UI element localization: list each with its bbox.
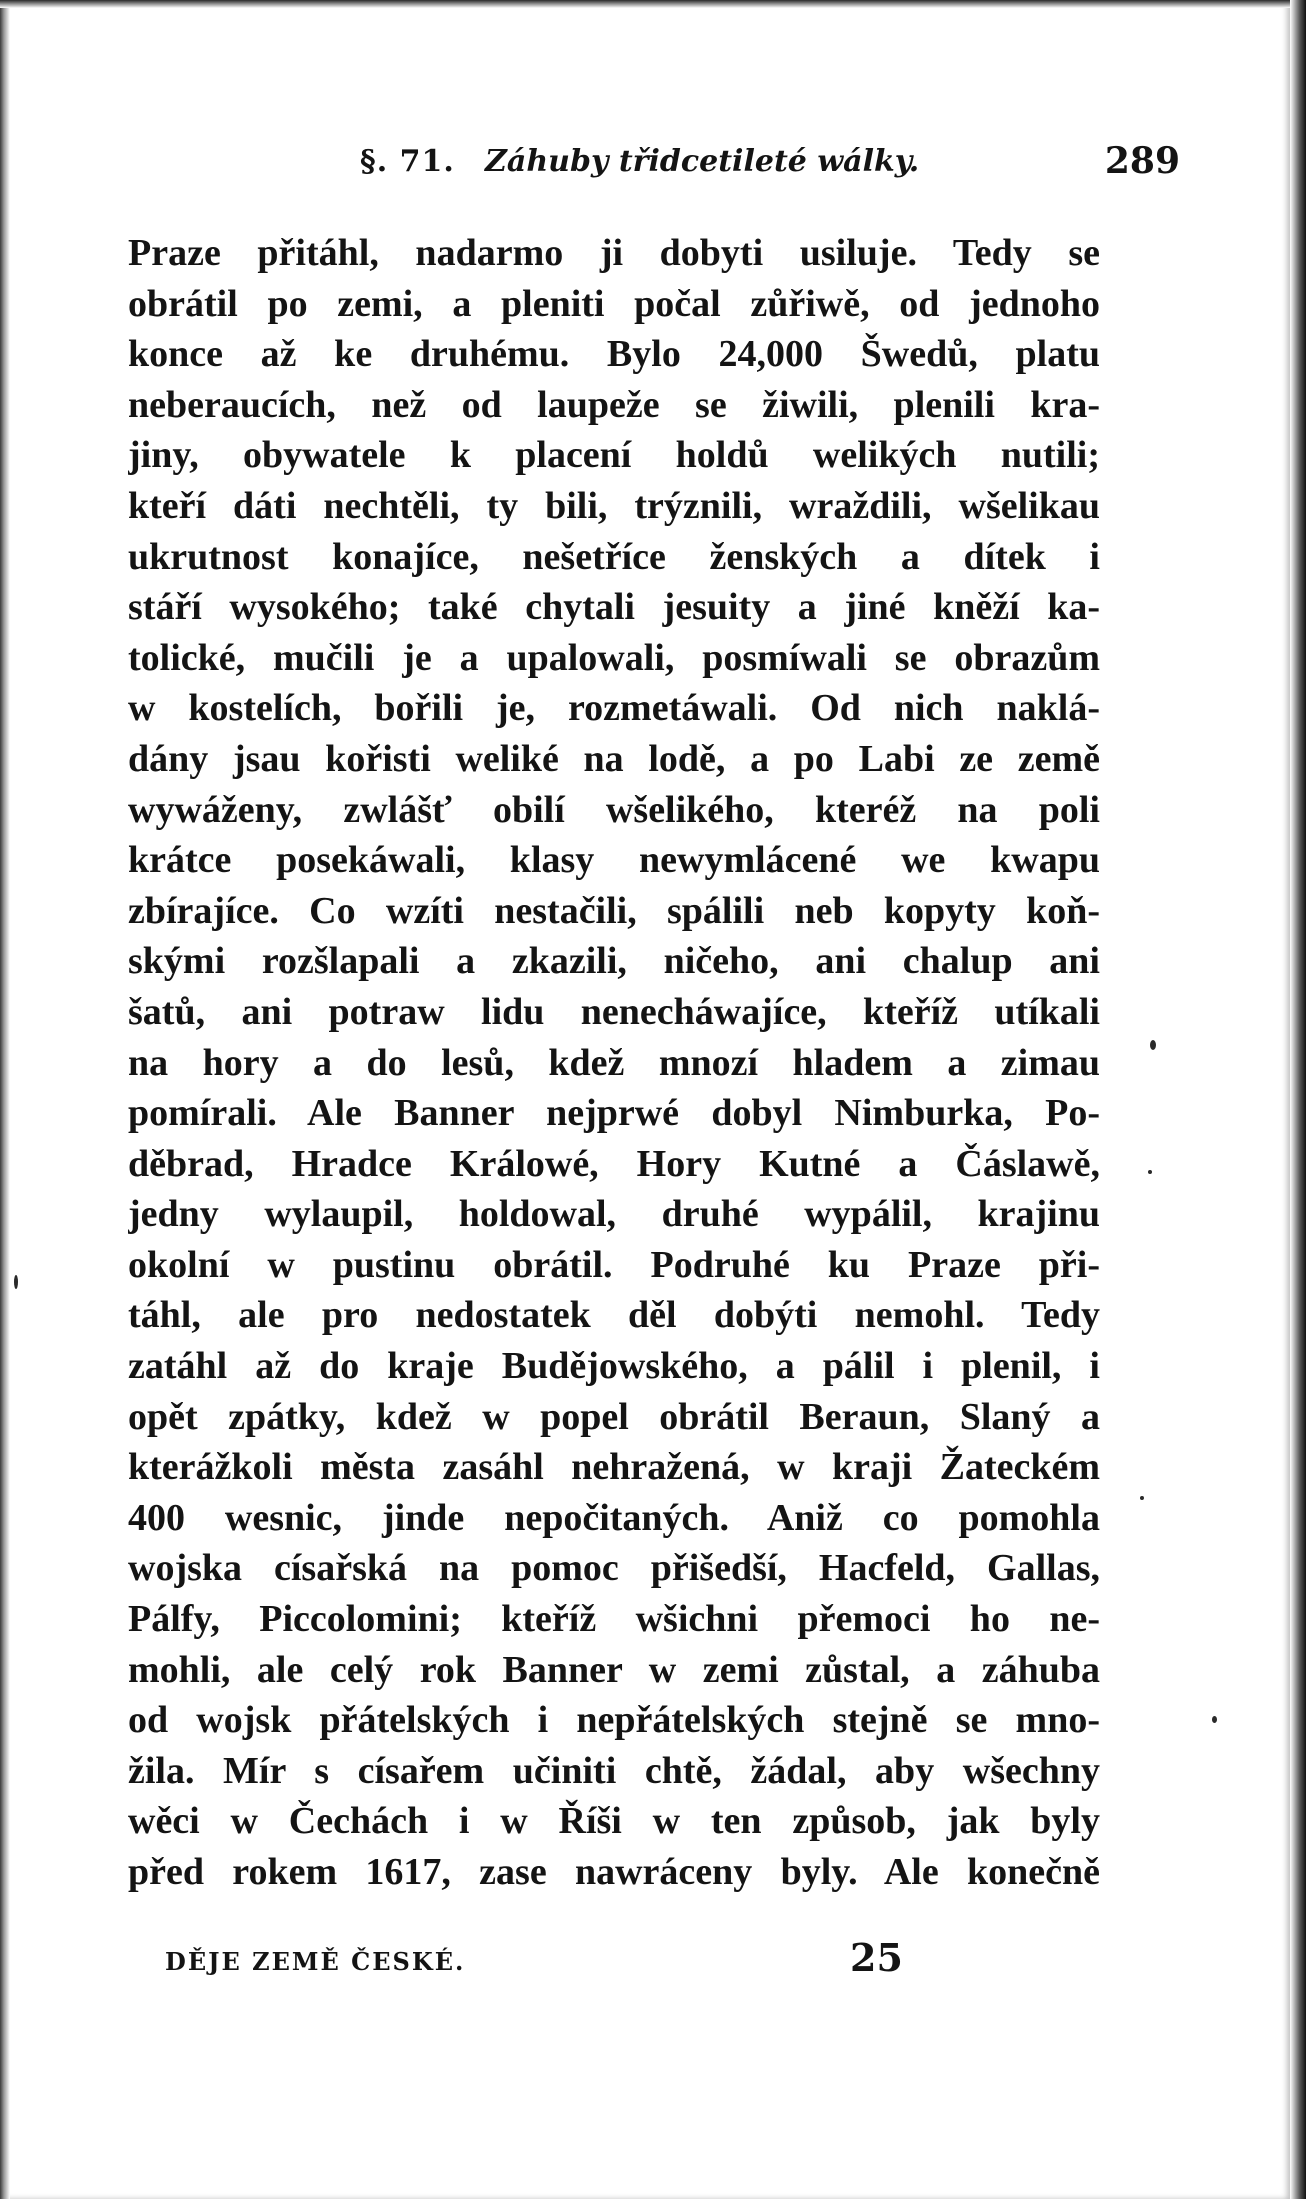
page-number: 289 [1104, 140, 1180, 182]
text-line: stáří wysokého; také chytali jesuity a jiné kněží ka- [128, 586, 1100, 629]
text-line: opět zpátky, kdež w popel obrátil Beraun, Slaný a [128, 1395, 1100, 1438]
text-line: zatáhl až do kraje Budějowského, a pálil i plenil, i [128, 1345, 1100, 1388]
page-left-shadow [0, 0, 10, 2199]
text-line: od wojsk přátelských i nepřátelských stejně se mno- [128, 1699, 1100, 1742]
text-line: tolické, mučili je a upalowali, posmíwali se obrazům [128, 636, 1100, 679]
text-line: skými rozšlapali a zkazili, ničeho, ani chalup ani [128, 940, 1100, 983]
text-line: Praze přitáhl, nadarmo ji dobyti usiluje. Tedy se [128, 232, 1100, 274]
text-line: žila. Mír s císařem učiniti chtě, žádal, aby wšechny [128, 1749, 1100, 1792]
text-line: šatů, ani potraw lidu nenecháwajíce, kteříž utíkali [128, 990, 1100, 1033]
signature-number: 25 [850, 1935, 903, 1980]
text-line: konce až ke druhému. Bylo 24,000 Šwedů, platu [128, 333, 1100, 376]
text-line: neberaucích, než od laupeže se žiwili, plenili kra- [128, 383, 1100, 426]
ink-speck [1150, 1040, 1156, 1050]
page-top-shadow [0, 0, 1306, 8]
text-line: okolní w pustinu obrátil. Podruhé ku Praze při- [128, 1243, 1100, 1286]
body-text [128, 228, 1100, 1898]
text-line: jiny, obywatele k placení holdů welikých nutili; [128, 434, 1100, 477]
text-line: obrátil po zemi, a pleniti počal zůřiwě, od jednoho [128, 282, 1100, 325]
text-line: pomírali. Ale Banner nejprwé dobyl Nimburka, Po- [128, 1092, 1100, 1135]
text-line: ukrutnost konajíce, nešetříce ženských a dítek i [128, 535, 1100, 578]
text-line: krátce posekáwali, klasy newymlácené we kwapu [128, 839, 1100, 882]
text-line: děbrad, Hradce Králowé, Hory Kutné a Čáslawě, [128, 1142, 1100, 1185]
ink-speck [1212, 1716, 1217, 1723]
text-line: dány jsau kořisti weliké na lodě, a po Labi ze země [128, 737, 1100, 780]
running-header [360, 140, 1180, 190]
text-line: wěci w Čechách i w Říši w ten způsob, jak byly [128, 1800, 1100, 1843]
signature-mark: DĚJE ZEMĚ ČESKÉ. [165, 1947, 466, 1976]
text-line: před rokem 1617, zase nawráceny byly. Ale konečně [128, 1851, 1100, 1893]
text-line: na hory a do lesů, kdež mnozí hladem a zimau [128, 1041, 1100, 1084]
ink-speck [14, 1275, 18, 1289]
text-line: Pálfy, Piccolomini; kteříž wšichni přemoci ho ne- [128, 1598, 1100, 1641]
page-footer [165, 1935, 965, 1985]
page-right-shadow [1290, 0, 1306, 2199]
text-line: w kostelích, bořili je, rozmetáwali. Od nich naklá- [128, 687, 1100, 730]
text-line: wojska císařská na pomoc přišedší, Hacfeld, Gallas, [128, 1547, 1100, 1590]
section-number: §. 71. [360, 144, 455, 179]
text-line: 400 wesnic, jinde nepočitaných. Aniž co pomohla [128, 1496, 1100, 1539]
ink-speck [1148, 1170, 1152, 1174]
text-line: kterážkoli města zasáhl nehražená, w kraji Žateckém [128, 1446, 1100, 1489]
text-line: zbírajíce. Co wzíti nestačili, spálili neb kopyty koň- [128, 889, 1100, 932]
text-line: kteří dáti nechtěli, ty bili, trýznili, wraždili, wšelikau [128, 484, 1100, 527]
text-line: mohli, ale celý rok Banner w zemi zůstal, a záhuba [128, 1648, 1100, 1691]
running-title: Záhuby třidcetileté wálky. [485, 144, 920, 179]
ink-speck [1140, 1496, 1144, 1500]
text-line: wywáženy, zwlášť obilí wšelikého, kteréž na poli [128, 788, 1100, 831]
text-line: jedny wylaupil, holdowal, druhé wypálil, krajinu [128, 1193, 1100, 1236]
text-line: táhl, ale pro nedostatek děl dobýti nemohl. Tedy [128, 1294, 1100, 1337]
